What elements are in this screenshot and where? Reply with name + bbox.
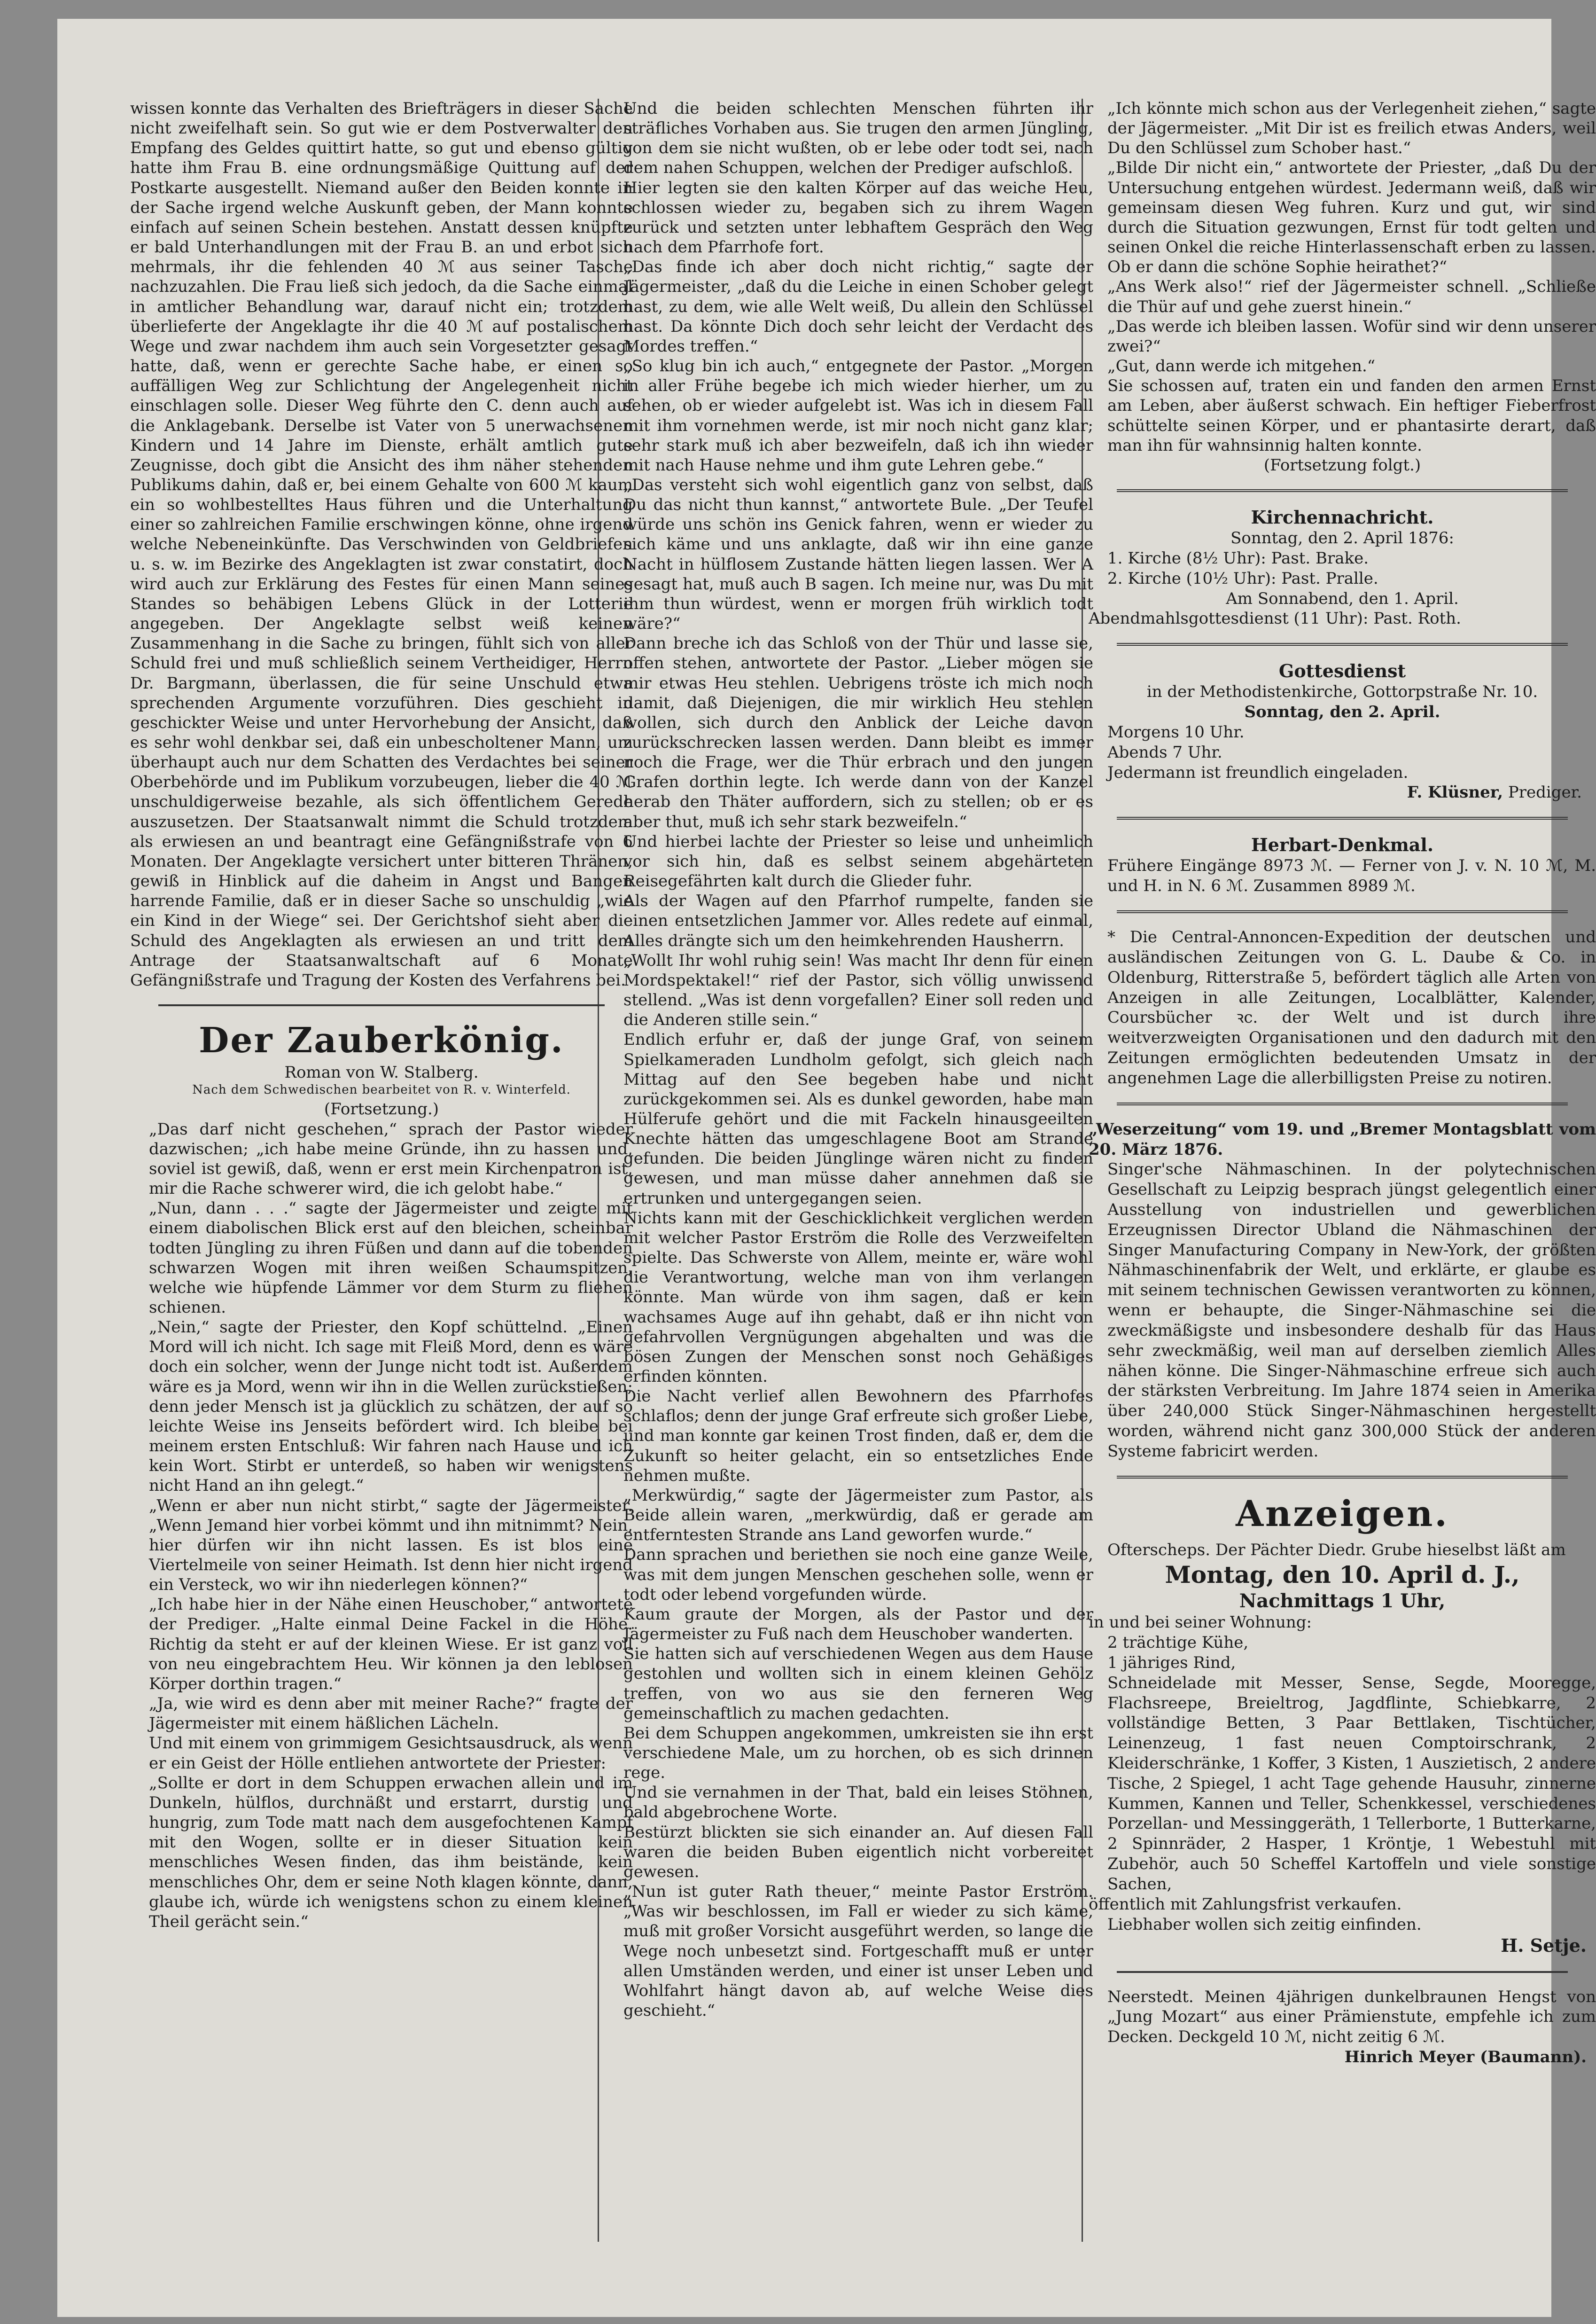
story-paragraph: „Das finde ich aber doch nicht richtig,“ sagte der Jägermeister, „daß du die Leiche in einen Schober gelegt hast, zu dem, wie alle Welt weiß, Du allein den Schlüssel hast. Da könnte Dich doch sehr leicht der Verdacht des Mordes treffen.“ [623, 258, 1093, 356]
weser-heading: „Weserzeitung“ vom 19. und „Bremer Montagsblatt vom 20. März 1876. [1089, 1119, 1596, 1159]
service-notice-place: in der Methodistenkirche, Gottorpstraße Nr. 10. [1146, 682, 1538, 702]
story-paragraph: Dann breche ich das Schloß von der Thür und lasse sie, offen stehen, antwortete der Pastor. „Lieber mögen sie mir etwas Heu stehlen. Uebrigens tröste ich mich noch damit, daß Diejenigen, die mir wirklich Heu stehlen wollen, sich durch den Anblick der Leiche davon zurückschrecken lassen werden. Dann bleibt es immer noch die Frage, wer die Thür erbrach und den jungen Grafen dorthin legte. Ich werde dann von der Kanzel herab den Thäter auffordern, sich zu stellen; ob er es aber thut, muß ich sehr stark bezweifeln.“ [623, 634, 1093, 831]
church-notice-line: 2. Kirche (10½ Uhr): Past. Pralle. [1107, 569, 1378, 588]
story-author: Roman von W. Stalberg. [284, 1063, 479, 1082]
story-paragraph: „Nun, dann . . .“ sagte der Jägermeister und zeigte mit einem diabolischen Blick erst auf den bleichen, scheinbar todten Jüngling zu ihren Füßen und dann auf die tobenden schwarzen Wogen mit ihren weißen Schaumspitzen, welche wie hüpfende Lämmer vor dem Sturm zu fliehen schienen. [149, 1199, 633, 1317]
central-annoncen-notice: * Die Central-Annoncen-Expedition der deutschen und ausländischen Zeitungen von G. L. Daube & Co. in Oldenburg, Ritterstraße 5, befördert täglich alle Arten von Anzeigen in alle Zeitungen, Localblätter, Kalender, Coursbücher ꝛc. der Welt und ist durch ihre weitverzweigten Organisationen und den dadurch mit den Zeitungen ermöglichten bedeutenden Umsatz in der angenehmen Lage die allerbilligsten Preise zu notiren. [1107, 928, 1596, 1088]
herbart-notice [1089, 834, 1596, 896]
church-notice-date: Sonntag, den 2. April 1876: [1230, 529, 1454, 548]
church-notice [1089, 506, 1596, 629]
auction-date: Montag, den 10. April d. J., [1165, 1560, 1520, 1588]
service-notice-signature-role: Prediger. [1508, 783, 1582, 802]
story-paragraph: Bestürzt blickten sie sich einander an. Auf diesen Fall waren die beiden Buben eigentlich nicht vorbereitet gewesen. [623, 1823, 1093, 1881]
service-notice-signature-name: F. Klüsner, [1407, 783, 1503, 802]
auction-invite: Liebhaber wollen sich zeitig einfinden. [1107, 1915, 1422, 1934]
herbart-notice-text: Frühere Eingänge 8973 ℳ. — Ferner von J. v. N. 10 ℳ, M. und H. in N. 6 ℳ. Zusammen 8989 ℳ. [1107, 856, 1596, 896]
story-paragraph: Und mit einem von grimmigem Gesichtsausdruck, als wenn er ein Geist der Hölle entliehen antwortete der Priester: [149, 1734, 633, 1773]
section-rule [1117, 817, 1568, 820]
story-title: Der Zauberkönig. [199, 1020, 564, 1061]
story-paragraph: „Nun ist guter Rath theuer,“ meinte Pastor Erström. „Was wir beschlossen, im Fall er wieder zu sich käme, muß mit großer Vorsicht ausgeführt werden, so lange die Wege noch unbesetzt sind. Fortgeschafft muß er unter allen Umständen werden, und einer ist unser Leben und Wohlfahrt hängt davon ab, auf welche Weise dies geschieht.“ [623, 1882, 1093, 2020]
section-rule [1117, 643, 1568, 646]
auction-items-list: Schneidelade mit Messer, Sense, Segde, Mooregge, Flachsreepe, Breieltrog, Jagdflinte, Schiebkarre, 2 vollständige Betten, 3 Paar Bettlaken, Tischtücher, Leinenzeug, 1 fast neuen Comptoirschrank, 2 Kleiderschränke, 1 Koffer, 3 Kisten, 1 Auszietisch, 2 andere Tische, 2 Spiegel, 1 acht Tage gehende Hausuhr, zinnerne Kummen, Kannen und Teller, Schenkkessel, verschiedenes Porzellan- und Messinggeräth, 1 Tellerborte, 1 Butterkarne, 2 Spinnräder, 2 Hasper, 1 Kröntje, 1 Webestuhl mit Zubehör, auch 50 Scheffel Kartoffeln und viele sonstige Sachen, [1107, 1673, 1596, 1894]
church-notice-line: Abendmahlsgottesdienst (11 Uhr): Past. Roth. [1089, 609, 1461, 628]
story-continued: (Fortsetzung.) [324, 1100, 439, 1119]
service-notice-line: Morgens 10 Uhr. [1107, 722, 1245, 742]
story-paragraph: Und sie vernahmen in der That, bald ein leises Stöhnen, bald abgebrochene Worte. [623, 1783, 1093, 1822]
service-notice-line: Jedermann ist freundlich eingeladen. [1107, 763, 1409, 782]
column-1 [130, 99, 633, 2289]
story-paragraph: „So klug bin ich auch,“ entgegnete der Pastor. „Morgen in aller Frühe begebe ich mich wieder hierher, um zu sehen, ob er wieder aufgelebt ist. Was ich in diesem Fall mit ihm vornehmen werde, ist mir noch nicht ganz klar; sehr stark muß ich aber bezweifeln, daß ich ihn wieder mit nach Hause nehme und ihm gute Lehren gebe.“ [623, 357, 1093, 475]
story-paragraph: Und die beiden schlechten Menschen führten ihr sträfliches Vorhaben aus. Sie trugen den armen Jüngling, von dem sie nicht wußten, ob er lebe oder todt sei, nach dem nahen Schuppen, welchen der Prediger aufschloß. [623, 99, 1093, 178]
story-paragraph: Dann sprachen und beriethen sie noch eine ganze Weile, was mit dem jungen Menschen geschehen solle, wenn er todt oder lebend vorgefunden würde. [623, 1545, 1093, 1604]
auction-signature: H. Setje. [1501, 1935, 1587, 1956]
story-paragraph: „Das werde ich bleiben lassen. Wofür sind wir denn unserer zwei?“ [1107, 317, 1596, 356]
story-paragraph: Sie schossen auf, traten ein und fanden den armen Ernst am Leben, aber äußerst schwach. Ein heftiger Fieberfrost schüttelte seinen Körper, und er phantasirte derart, daß man ihn für wahnsinnig halten konnte. [1107, 376, 1596, 455]
story-paragraph: „Wollt Ihr wohl ruhig sein! Was macht Ihr denn für einen Mordspektakel!“ rief der Pastor, sich völlig unwissend stellend. „Was ist denn vorgefallen? Einer soll reden und die Anderen stille sein.“ [623, 951, 1093, 1030]
auction-intro: Ofterscheps. Der Pächter Diedr. Grube hieselbst läßt am [1107, 1540, 1566, 1559]
story-paragraph: „Wenn er aber nun nicht stirbt,“ sagte der Jägermeister. „Wenn Jemand hier vorbei kömmt und ihn mitnimmt? Nein, hier dürfen wir ihn nicht lassen. Es ist blos eine Viertelmeile von seiner Heimath. Ist denn hier nicht irgend ein Versteck, wo wir ihn niederlegen können?“ [149, 1496, 633, 1595]
service-notice [1089, 660, 1596, 803]
auction-place: in und bei seiner Wohnung: [1089, 1613, 1312, 1632]
column-3 [1089, 99, 1596, 2289]
stallion-ad-signature: Hinrich Meyer (Baumann). [1344, 2048, 1587, 2067]
auction-item: 2 trächtige Kühe, [1107, 1633, 1249, 1652]
service-notice-date: Sonntag, den 2. April. [1244, 703, 1440, 722]
story-paragraph: Nichts kann mit der Geschicklichkeit verglichen werden mit welcher Pastor Erström die Rolle des Verzweifelten spielte. Das Schwerste von Allem, meinte er, wäre wohl die Verantwortung, welche man von ihm verlangen könnte. Man würde von ihm sagen, daß er kein wachsames Auge auf ihn gehabt, daß er ihn nicht von gefahrvollen Vergnügungen abgehalten und was die bösen Zungen der Menschen sonst noch Gehäßiges erfinden könnten. [623, 1208, 1093, 1386]
story-paragraph: „Ich könnte mich schon aus der Verlegenheit ziehen,“ sagte der Jägermeister. „Mit Dir ist es freilich etwas Anders, weil Du den Schlüssel zum Schober hast.“ [1107, 99, 1596, 158]
church-notice-line: Am Sonnabend, den 1. April. [1226, 589, 1459, 608]
section-rule [1117, 1971, 1568, 1973]
story-paragraph: Die Nacht verlief allen Bewohnern des Pfarrhofes schlaflos; denn der junge Graf erfreute sich großer Liebe, und man konnte gar keinen Trost finden, daß er, dem die Zukunft so heiter gelacht, ein so entsetzliches Ende nehmen mußte. [623, 1387, 1093, 1485]
section-rule [1117, 489, 1568, 492]
story-paragraph: „Gut, dann werde ich mitgehen.“ [1107, 357, 1376, 376]
story-paragraph: „Ich habe hier in der Nähe einen Heuschober,“ antwortete der Prediger. „Halte einmal Deine Fackel in die Höhe. Richtig da steht er auf der kleinen Wiese. Er ist ganz voll von neu eingebrachtem Heu. Wir können ja den leblosen Körper dorthin tragen.“ [149, 1595, 633, 1693]
story-paragraph: „Ans Werk also!“ rief der Jägermeister schnell. „Schließe die Thür auf und gehe zuerst hinein.“ [1107, 277, 1596, 316]
story-paragraph: Als der Wagen auf den Pfarrhof rumpelte, fanden sie einen entsetzlichen Jammer vor. Alles redete auf einmal, Alles drängte sich um den heimkehrenden Hausherrn. [623, 892, 1093, 950]
auction-time: Nachmittags 1 Uhr, [1239, 1589, 1446, 1612]
story-paragraph: „Das darf nicht geschehen,“ sprach der Pastor wieder dazwischen; „ich habe meine Gründe, ihn zu hassen und, soviel ist gewiß, daß, wenn er erst mein Kirchenpatron ist, mir die Rache schwerer wird, die ich gelobt habe.“ [149, 1119, 633, 1198]
column-2 [605, 99, 1093, 2289]
section-rule [1117, 1103, 1568, 1105]
story-translator: Nach dem Schwedischen bearbeitet von R. v. Winterfeld. [192, 1083, 571, 1097]
story-paragraph: „Merkwürdig,“ sagte der Jägermeister zum Pastor, als Beide allein waren, „merkwürdig, daß er gerade am entferntesten Strande ans Land geworfen wurde.“ [623, 1486, 1093, 1545]
story-paragraph: Hier legten sie den kalten Körper auf das weiche Heu, schlossen wieder zu, begaben sich zu ihrem Wagen zurück und setzten unter lebhaftem Gespräch den Weg nach dem Pfarrhofe fort. [623, 178, 1093, 257]
court-report-paragraph: wissen konnte das Verhalten des Briefträgers in dieser Sache nicht zweifelhaft sein. So gut wie er dem Postverwalter den Empfang des Geldes quittirt hatte, so gut und ebenso gültig hatte ihm Frau B. eine ordnungsmäßige Quittung auf der Postkarte ausgestellt. Niemand außer den Beiden konnte in der Sache irgend welche Auskunft geben, der Mann konnte einfach auf seinen Schein bestehen. Anstatt dessen knüpfte er bald Unterhandlungen mit der Frau B. an und erbot sich mehrmals, ihr die fehlenden 40 ℳ aus seiner Tasche nachzuzahlen. Die Frau ließ sich jedoch, da die Sache einmal in amtlicher Behandlung war, darauf nicht ein; trotzdem überlieferte der Angeklagte ihr die 40 ℳ auf postalischem Wege und zwar nachdem ihm auch sein Vorgesetzter gesagt hatte, daß, wenn er gerechte Sache habe, er einen so auffälligen Weg zur Schlichtung der Angelegenheit nicht einschlagen solle. Dieser Weg führte den C. denn auch auf die Anklagebank. Derselbe ist Vater von 5 unerwachsenen Kindern und 14 Jahre im Dienste, erhält amtlich gute Zeugnisse, doch gibt die Ansicht des ihm näher stehenden Publikums dahin, daß er, bei einem Gehalte von 600 ℳ kaum ein so wohlbestelltes Haus führen und die Unterhaltung einer so zahlreichen Familie erschwingen könne, ohne irgend welche Nebeneinkünfte. Das Verschwinden von Geldbriefen u. s. w. im Bezirke des Angeklagten ist zwar constatirt, doch wird auch zur Erklärung des Festes für einen Mann seines Standes so behäbigen Lebens Glück in der Lotterie angegeben. Der Angeklagte selbst weiß keinen Zusammenhang in die Sache zu bringen, fühlt sich von aller Schuld frei und muß schließlich seinem Vertheidiger, Herrn Dr. Bargmann, überlassen, die für seine Unschuld etwa sprechenden Argumente vorzuführen. Dies geschieht in geschickter Weise und unter Hervorhebung der Ansicht, daß es sehr wohl denkbar sei, daß ein unbescholtener Mann, um überhaupt auch nur dem Schatten des Verdachtes bei seiner Oberbehörde und im Publikum vorzubeugen, lieber die 40 ℳ unschuldigerweise bezahle, als sich öffentlichem Gerede auszusetzen. Der Staatsanwalt nimmt die Schuld trotzdem als erwiesen an und beantragt eine Gefängnißstrafe von 6 Monaten. Der Angeklagte versichert unter bitteren Thränen, gewiß in Hinblick auf die daheim in Angst und Bangen harrende Familie, daß er in dieser Sache so unschuldig „wie ein Kind in der Wiege“ sei. Der Gerichtshof sieht aber die Schuld des Angeklagten als erwiesen an und tritt dem Antrage der Staatsanwaltschaft auf 6 Monate Gefängnißstrafe und Tragung der Kosten des Verfahrens bei. [130, 99, 633, 990]
newspaper-page [57, 19, 1596, 2317]
church-notice-line: 1. Kirche (8½ Uhr): Past. Brake. [1107, 548, 1369, 568]
auction-terms: öffentlich mit Zahlungsfrist verkaufen. [1089, 1894, 1402, 1914]
section-rule [1117, 1476, 1568, 1479]
story-paragraph: „Nein,“ sagte der Priester, den Kopf schüttelnd. „Einen Mord will ich nicht. Ich sage mit Fleiß Mord, denn es wäre doch ein solcher, wenn der Junge nicht todt ist. Außerdem wäre es ja Mord, wenn wir ihn in die Wellen zurückstießen; denn jeder Mensch ist ja glücklich zu schätzen, der auf so leichte Weise ins Jenseits befördert wird. Ich bleibe bei meinem ersten Entschluß: Wir fahren nach Hause und ich kein Wort. Stirbt er unterdeß, so haben wir wenigstens nicht Hand an ihn gelegt.“ [149, 1318, 633, 1495]
herbart-notice-title: Herbart-Denkmal. [1251, 834, 1434, 856]
ads-title: Anzeigen. [1236, 1492, 1449, 1534]
service-notice-title: Gottesdienst [1278, 660, 1406, 682]
story-paragraph: Kaum graute der Morgen, als der Pastor und der Jägermeister zu Fuß nach dem Heuschober wanderten. [623, 1604, 1093, 1644]
stallion-ad: Neerstedt. Meinen 4jährigen dunkelbraunen Hengst von „Jung Mozart“ aus einer Prämienstute, empfehle ich zum Decken. Deckgeld 10 ℳ, nicht zeitig 6 ℳ. [1107, 1987, 1596, 2047]
story-paragraph: Bei dem Schuppen angekommen, umkreisten sie ihn erst verschiedene Male, um zu horchen, ob es sich drinnen rege. [623, 1723, 1093, 1783]
section-rule [158, 1004, 605, 1006]
service-notice-line: Abends 7 Uhr. [1107, 743, 1222, 762]
story-paragraph: Sie hatten sich auf verschiedenen Wegen aus dem Hause gestohlen und wollten sich in einem kleinen Gehölz treffen, von wo aus sie den ferneren Weg gemeinschaftlich zu machen gedachten. [623, 1644, 1093, 1723]
church-notice-title: Kirchennachricht. [1251, 506, 1434, 528]
service-notice-signature [1089, 782, 1582, 803]
story-to-be-continued: (Fortsetzung folgt.) [1263, 455, 1421, 475]
story-paragraph: „Ja, wie wird es denn aber mit meiner Rache?“ fragte der Jägermeister mit einem häßlichen Lächeln. [149, 1694, 633, 1733]
story-paragraph: „Sollte er dort in dem Schuppen erwachen allein und im Dunkeln, hülflos, durchnäßt und erstarrt, durstig und hungrig, zum Tode matt nach dem ausgefochtenen Kampf mit den Wogen, sollte er in dieser Situation kein menschliches Wesen finden, das ihm beistände, kein menschliches Ohr, dem er seine Noth klagen könnte, dann, glaube ich, würde ich wenigstens schon zu einem kleinen Theil gerächt sein.“ [149, 1773, 633, 1931]
story-paragraph: Und hierbei lachte der Priester so leise und unheimlich vor sich hin, daß es selbst seinem abgehärteten Reisegefährten kalt durch die Glieder fuhr. [623, 832, 1093, 891]
singer-article: Singer'sche Nähmaschinen. In der polytechnischen Gesellschaft zu Leipzig besprach jüngst gelegentlich einer Ausstellung von industriellen und gewerblichen Erzeugnissen Director Ubland die Nähmaschinen der Singer Manufacturing Company in New-York, der größten Nähmaschinenfabrik der Welt, und erklärte, er glaube es mit seinem technischen Gewissen verantworten zu können, wenn er behaupte, die Singer-Nähmaschine sei die zweckmäßigste und insbesondere deshalb für das Haus sehr zweckmäßig, weil man auf derselben ziemlich Alles nähen könne. Die Singer-Nähmaschine erfreue sich auch der stärksten Verbreitung. Im Jahre 1874 seien in Amerika über 240,000 Stück Singer-Nähmaschinen hergestellt worden, während nicht ganz 300,000 Stück der anderen Systeme fabricirt werden. [1107, 1160, 1596, 1461]
section-rule [1117, 910, 1568, 913]
auction-item: 1 jähriges Rind, [1107, 1653, 1236, 1672]
story-paragraph: Endlich erfuhr er, daß der junge Graf, von seinem Spielkameraden Lundholm gefolgt, sich gleich nach Mittag auf den See begeben habe und nicht zurückgekommen sei. Als es dunkel geworden, habe man Hülferufe gehört und die mit Fackeln hinausgeeilten Knechte hätten das umgeschlagene Boot am Strande gefunden. Die beiden Jünglinge wären nicht zu finden gewesen, und man müsse daher annehmen daß sie ertrunken und untergegangen seien. [623, 1030, 1093, 1208]
story-paragraph: „Das versteht sich wohl eigentlich ganz von selbst, daß Du das nicht thun kannst,“ antwortete Bule. „Der Teufel würde uns schön ins Genick fahren, wenn er wieder zu sich käme und uns anklagte, daß wir ihn eine ganze Nacht in hülflosem Zustande hätten liegen lassen. Wer A gesagt hat, muß auch B sagen. Ich meine nur, was Du mit ihm thun würdest, wenn er morgen früh wirklich todt wäre?“ [623, 475, 1093, 634]
story-paragraph: „Bilde Dir nicht ein,“ antwortete der Priester, „daß Du der Untersuchung entgehen würdest. Jedermann weiß, daß wir gemeinsam diesen Weg fuhren. Kurz und gut, wir sind durch die Situation gezwungen, Ernst für todt gelten und seinen Onkel die reiche Hinterlassenschaft erben zu lassen. Ob er dann die schöne Sophie heirathet?“ [1107, 158, 1596, 277]
